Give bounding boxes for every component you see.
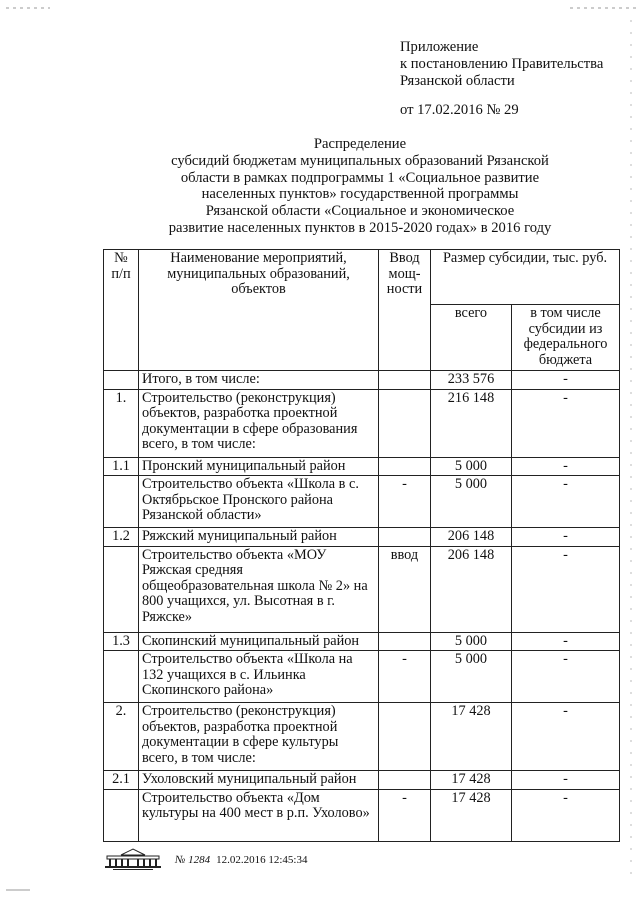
- row-name: Итого, в том числе:: [139, 371, 379, 390]
- approval-line-1: Приложение: [400, 39, 479, 55]
- row-name: Ухоловский муниципальный район: [139, 771, 379, 790]
- header-total: всего: [431, 305, 512, 371]
- approval-date: от 17.02.2016 № 29: [400, 102, 519, 118]
- title-line-4: населенных пунктов» государственной программы: [201, 186, 519, 203]
- row-capacity: [379, 457, 431, 476]
- row-num: [104, 789, 139, 841]
- row-name: Строительство объекта «Школа в с. Октябрьское Пронского района Рязанской области»: [139, 476, 379, 528]
- row-federal: -: [512, 389, 620, 457]
- title-line-3: области в рамках подпрограммы 1 «Социальное развитие: [180, 169, 540, 186]
- row-federal: -: [512, 789, 620, 841]
- row-total: 5 000: [431, 457, 512, 476]
- row-capacity: ввод: [379, 546, 431, 632]
- row-name: Строительство (реконструкция) объектов, разработка проектной документации в сфере культуры всего, в том числе:: [139, 703, 379, 771]
- title-line-2: субсидий бюджетам муниципальных образований Рязанской: [171, 152, 549, 169]
- row-total: 233 576: [431, 371, 512, 390]
- row-total: 216 148: [431, 389, 512, 457]
- row-total: 206 148: [431, 528, 512, 547]
- header-capacity: Ввод мощ-ности: [379, 250, 431, 371]
- row-total: 17 428: [431, 789, 512, 841]
- table-row: [104, 389, 620, 457]
- row-name: Строительство объекта «Дом культуры на 400 мест в р.п. Ухолово»: [139, 789, 379, 841]
- row-federal: -: [512, 651, 620, 703]
- approval-block: [400, 39, 636, 119]
- row-name: Строительство объекта «Школа на 132 учащихся в с. Ильинка Скопинского района»: [139, 651, 379, 703]
- table-row: [104, 703, 620, 771]
- row-federal: -: [512, 371, 620, 390]
- row-capacity: [379, 703, 431, 771]
- row-federal: -: [512, 703, 620, 771]
- row-num: 1.3: [104, 632, 139, 651]
- row-name: Пронский муниципальный район: [139, 457, 379, 476]
- row-federal: -: [512, 528, 620, 547]
- row-num: 2.: [104, 703, 139, 771]
- row-total: 5 000: [431, 632, 512, 651]
- row-capacity: -: [379, 789, 431, 841]
- approval-line-3: Рязанской области: [400, 73, 515, 89]
- row-capacity: -: [379, 651, 431, 703]
- table-row: [104, 651, 620, 703]
- row-num: 1.2: [104, 528, 139, 547]
- row-federal: -: [512, 476, 620, 528]
- row-total: 17 428: [431, 771, 512, 790]
- document-title: [130, 136, 590, 237]
- title-line-6: развитие населенных пунктов в 2015-2020 годах» в 2016 году: [168, 219, 552, 236]
- row-num: [104, 371, 139, 390]
- row-federal: -: [512, 546, 620, 632]
- header-num: № п/п: [104, 250, 139, 371]
- stamp-datetime: 12.02.2016 12:45:34: [216, 854, 308, 866]
- row-num: [104, 476, 139, 528]
- row-federal: -: [512, 632, 620, 651]
- row-total: 5 000: [431, 476, 512, 528]
- row-name: Скопинский муниципальный район: [139, 632, 379, 651]
- row-capacity: [379, 371, 431, 390]
- subsidy-table: [103, 249, 620, 842]
- row-name: Строительство объекта «МОУ Ряжская средняя общеобразовательная школа № 2» на 800 учащихся, ул. Высотная в г. Ряжске»: [139, 546, 379, 632]
- header-subsidy: Размер субсидии, тыс. руб.: [431, 250, 620, 305]
- row-num: [104, 546, 139, 632]
- header-federal: в том числе субсидии из федерального бюджета: [512, 305, 620, 371]
- row-total: 206 148: [431, 546, 512, 632]
- row-capacity: [379, 632, 431, 651]
- row-num: 1.1: [104, 457, 139, 476]
- row-federal: -: [512, 457, 620, 476]
- table-row: [104, 371, 620, 390]
- row-capacity: [379, 389, 431, 457]
- table-row: [104, 528, 620, 547]
- table-row: [104, 771, 620, 790]
- row-name: Строительство (реконструкция) объектов, разработка проектной документации в сфере образования всего, в том числе:: [139, 389, 379, 457]
- stamp-number: № 1284: [175, 854, 211, 866]
- table-row: [104, 789, 620, 841]
- title-line-5: Рязанской области «Социальное и экономическое: [205, 203, 515, 220]
- title-line-1: Распределение: [313, 136, 407, 152]
- row-num: [104, 651, 139, 703]
- row-name: Ряжский муниципальный район: [139, 528, 379, 547]
- registration-stamp: [103, 848, 363, 872]
- table-row: [104, 476, 620, 528]
- row-num: 1.: [104, 389, 139, 457]
- table-row: [104, 457, 620, 476]
- government-building-logo: [103, 848, 163, 872]
- table-row: [104, 632, 620, 651]
- header-name: Наименование мероприятий, муниципальных образований, объектов: [139, 250, 379, 371]
- row-num: 2.1: [104, 771, 139, 790]
- row-capacity: -: [379, 476, 431, 528]
- row-total: 17 428: [431, 703, 512, 771]
- row-federal: -: [512, 771, 620, 790]
- approval-line-2: к постановлению Правительства: [400, 56, 604, 72]
- row-capacity: [379, 771, 431, 790]
- table-row: [104, 546, 620, 632]
- row-total: 5 000: [431, 651, 512, 703]
- row-capacity: [379, 528, 431, 547]
